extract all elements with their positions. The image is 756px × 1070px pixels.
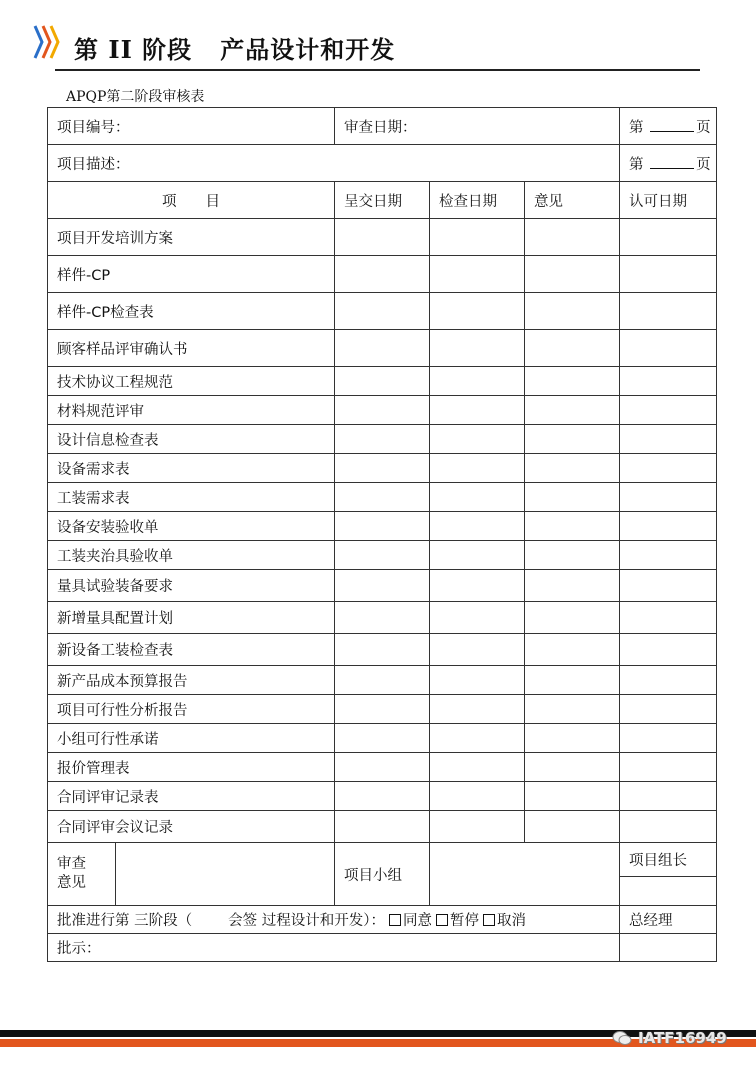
submit-date-cell[interactable] <box>335 753 430 782</box>
table-row <box>48 396 717 425</box>
opinion-cell[interactable] <box>525 293 620 330</box>
approve-date-cell[interactable] <box>620 396 717 425</box>
check-date-cell[interactable] <box>430 811 525 843</box>
opinion-cell[interactable] <box>525 512 620 541</box>
approve-date-cell[interactable] <box>620 425 717 454</box>
page-blank[interactable] <box>650 119 694 132</box>
item-name: 设备安装验收单 <box>48 512 335 541</box>
approve-date-cell[interactable] <box>620 483 717 512</box>
item-name: 项目可行性分析报告 <box>48 695 335 724</box>
item-name: 顾客样品评审确认书 <box>48 330 335 367</box>
project-description-field[interactable] <box>48 145 620 182</box>
opinion-cell[interactable] <box>525 782 620 811</box>
item-name: 材料规范评审 <box>48 396 335 425</box>
page-header <box>0 0 756 75</box>
table-row <box>48 634 717 666</box>
opinion-cell[interactable] <box>525 753 620 782</box>
approve-date-cell[interactable] <box>620 634 717 666</box>
form-caption: APQP第二阶段审核表 <box>66 89 205 105</box>
opinion-cell[interactable] <box>525 425 620 454</box>
table-row <box>48 666 717 695</box>
approve-date-cell[interactable] <box>620 256 717 293</box>
check-date-cell[interactable] <box>430 367 525 396</box>
opinion-cell[interactable] <box>525 666 620 695</box>
opinion-cell[interactable] <box>525 367 620 396</box>
agree-label: 同意 <box>402 913 432 929</box>
table-row <box>48 219 717 256</box>
agree-checkbox[interactable] <box>389 914 401 926</box>
column-header-item: 项 目 <box>48 182 335 219</box>
approval-text-1: 批准进行第 三阶段（ <box>57 913 193 929</box>
submit-date-cell[interactable] <box>335 367 430 396</box>
table-row <box>48 425 717 454</box>
opinion-cell[interactable] <box>525 634 620 666</box>
item-name: 合同评审会议记录 <box>48 811 335 843</box>
pause-label: 暂停 <box>449 913 479 929</box>
general-manager-label: 总经理 <box>620 906 717 934</box>
opinion-cell[interactable] <box>525 330 620 367</box>
watermark <box>612 1029 727 1047</box>
page-number-cell[interactable] <box>620 108 717 145</box>
review-opinion-input[interactable] <box>116 843 335 906</box>
opinion-cell[interactable] <box>525 541 620 570</box>
check-date-cell[interactable] <box>430 483 525 512</box>
watermark-text: IATF16949 <box>638 1029 727 1047</box>
check-date-cell[interactable] <box>430 454 525 483</box>
check-date-cell[interactable] <box>430 666 525 695</box>
check-date-cell[interactable] <box>430 425 525 454</box>
submit-date-cell[interactable] <box>335 454 430 483</box>
opinion-cell[interactable] <box>525 602 620 634</box>
approve-date-cell[interactable] <box>620 330 717 367</box>
page-suffix: 页 <box>696 156 711 173</box>
pause-checkbox[interactable] <box>436 914 448 926</box>
instruction-label: 批示： <box>57 941 101 957</box>
table-row <box>48 330 717 367</box>
check-date-cell[interactable] <box>430 782 525 811</box>
general-manager-signature[interactable] <box>620 934 717 962</box>
table-row <box>48 695 717 724</box>
check-date-cell[interactable] <box>430 541 525 570</box>
project-team-label: 项目小组 <box>335 843 430 906</box>
header-divider <box>55 69 700 71</box>
item-name: 新增量具配置计划 <box>48 602 335 634</box>
item-name: 合同评审记录表 <box>48 782 335 811</box>
cancel-label: 取消 <box>496 913 526 929</box>
wechat-icon <box>612 1030 632 1046</box>
item-rows <box>48 219 717 843</box>
page-prefix: 第 <box>629 156 644 173</box>
approve-date-cell[interactable] <box>620 454 717 483</box>
review-opinion-label-line1: 审查 <box>57 856 86 872</box>
item-name: 技术协议工程规范 <box>48 367 335 396</box>
opinion-cell[interactable] <box>525 811 620 843</box>
table-row <box>48 454 717 483</box>
page-number-cell[interactable] <box>620 145 717 182</box>
submit-date-cell[interactable] <box>335 695 430 724</box>
submit-date-cell[interactable] <box>335 570 430 602</box>
table-row <box>48 782 717 811</box>
submit-date-cell[interactable] <box>335 724 430 753</box>
item-name: 工装需求表 <box>48 483 335 512</box>
check-date-cell[interactable] <box>430 724 525 753</box>
approve-date-cell[interactable] <box>620 602 717 634</box>
opinion-cell[interactable] <box>525 695 620 724</box>
opinion-cell[interactable] <box>525 724 620 753</box>
page-blank[interactable] <box>650 156 694 169</box>
project-number-label: 项目编号： <box>57 119 130 136</box>
submit-date-cell[interactable] <box>335 634 430 666</box>
cancel-checkbox[interactable] <box>483 914 495 926</box>
submit-date-cell[interactable] <box>335 293 430 330</box>
item-name: 设备需求表 <box>48 454 335 483</box>
item-name: 新产品成本预算报告 <box>48 666 335 695</box>
approve-date-cell[interactable] <box>620 782 717 811</box>
project-team-input[interactable] <box>430 843 620 906</box>
approval-row <box>48 906 620 934</box>
column-header-approve-date: 认可日期 <box>620 182 717 219</box>
check-date-cell[interactable] <box>430 512 525 541</box>
opinion-cell[interactable] <box>525 570 620 602</box>
item-name: 小组可行性承诺 <box>48 724 335 753</box>
submit-date-cell[interactable] <box>335 666 430 695</box>
check-date-cell[interactable] <box>430 330 525 367</box>
table-row <box>48 483 717 512</box>
submit-date-cell[interactable] <box>335 811 430 843</box>
project-number-field[interactable] <box>48 108 335 145</box>
item-name: 样件-CP <box>48 256 335 293</box>
table-row <box>48 724 717 753</box>
check-date-cell[interactable] <box>430 695 525 724</box>
item-name: 工装夹治具验收单 <box>48 541 335 570</box>
check-date-cell[interactable] <box>430 753 525 782</box>
opinion-cell[interactable] <box>525 483 620 512</box>
check-date-cell[interactable] <box>430 602 525 634</box>
instruction-field[interactable] <box>48 934 620 962</box>
approval-text-2: 会签 过程设计和开发）： <box>228 913 385 929</box>
approve-date-cell[interactable] <box>620 367 717 396</box>
opinion-cell[interactable] <box>525 454 620 483</box>
item-name: 样件-CP检查表 <box>48 293 335 330</box>
submit-date-cell[interactable] <box>335 396 430 425</box>
opinion-cell[interactable] <box>525 256 620 293</box>
review-date-field[interactable] <box>335 108 620 145</box>
table-row <box>48 753 717 782</box>
check-date-cell[interactable] <box>430 219 525 256</box>
opinion-cell[interactable] <box>525 396 620 425</box>
approve-date-cell[interactable] <box>620 811 717 843</box>
check-date-cell[interactable] <box>430 634 525 666</box>
submit-date-cell[interactable] <box>335 219 430 256</box>
approve-date-cell[interactable] <box>620 570 717 602</box>
check-date-cell[interactable] <box>430 293 525 330</box>
review-form-table <box>47 107 717 962</box>
table-row <box>48 293 717 330</box>
table-row <box>48 602 717 634</box>
check-date-cell[interactable] <box>430 396 525 425</box>
table-row <box>48 811 717 843</box>
submit-date-cell[interactable] <box>335 483 430 512</box>
page-title: 第 II 阶段 产品设计和开发 <box>74 35 396 64</box>
column-header-opinion: 意见 <box>525 182 620 219</box>
table-row <box>48 512 717 541</box>
submit-date-cell[interactable] <box>335 330 430 367</box>
submit-date-cell[interactable] <box>335 512 430 541</box>
table-row <box>48 541 717 570</box>
item-name: 设计信息检查表 <box>48 425 335 454</box>
submit-date-cell[interactable] <box>335 782 430 811</box>
table-row <box>48 570 717 602</box>
table-row <box>48 256 717 293</box>
review-opinion-label <box>48 843 116 906</box>
chevron-logo-icon <box>33 24 63 60</box>
approve-date-cell[interactable] <box>620 512 717 541</box>
project-leader-label: 项目组长 <box>620 843 717 877</box>
page-suffix: 页 <box>696 119 711 136</box>
item-name: 项目开发培训方案 <box>48 219 335 256</box>
submit-date-cell[interactable] <box>335 602 430 634</box>
column-header-submit-date: 呈交日期 <box>335 182 430 219</box>
review-opinion-label-line2: 意见 <box>57 875 86 891</box>
submit-date-cell[interactable] <box>335 541 430 570</box>
submit-date-cell[interactable] <box>335 256 430 293</box>
approve-date-cell[interactable] <box>620 695 717 724</box>
table-row <box>48 367 717 396</box>
page-prefix: 第 <box>629 119 644 136</box>
project-leader-signature[interactable] <box>620 877 717 906</box>
project-description-label: 项目描述： <box>57 156 130 173</box>
approve-date-cell[interactable] <box>620 293 717 330</box>
approve-date-cell[interactable] <box>620 666 717 695</box>
review-date-label: 审查日期： <box>344 119 417 136</box>
item-name: 新设备工装检查表 <box>48 634 335 666</box>
check-date-cell[interactable] <box>430 256 525 293</box>
submit-date-cell[interactable] <box>335 425 430 454</box>
approve-date-cell[interactable] <box>620 724 717 753</box>
item-name: 报价管理表 <box>48 753 335 782</box>
column-header-check-date: 检查日期 <box>430 182 525 219</box>
check-date-cell[interactable] <box>430 570 525 602</box>
item-name: 量具试验装备要求 <box>48 570 335 602</box>
opinion-cell[interactable] <box>525 219 620 256</box>
approve-date-cell[interactable] <box>620 753 717 782</box>
approve-date-cell[interactable] <box>620 541 717 570</box>
approve-date-cell[interactable] <box>620 219 717 256</box>
